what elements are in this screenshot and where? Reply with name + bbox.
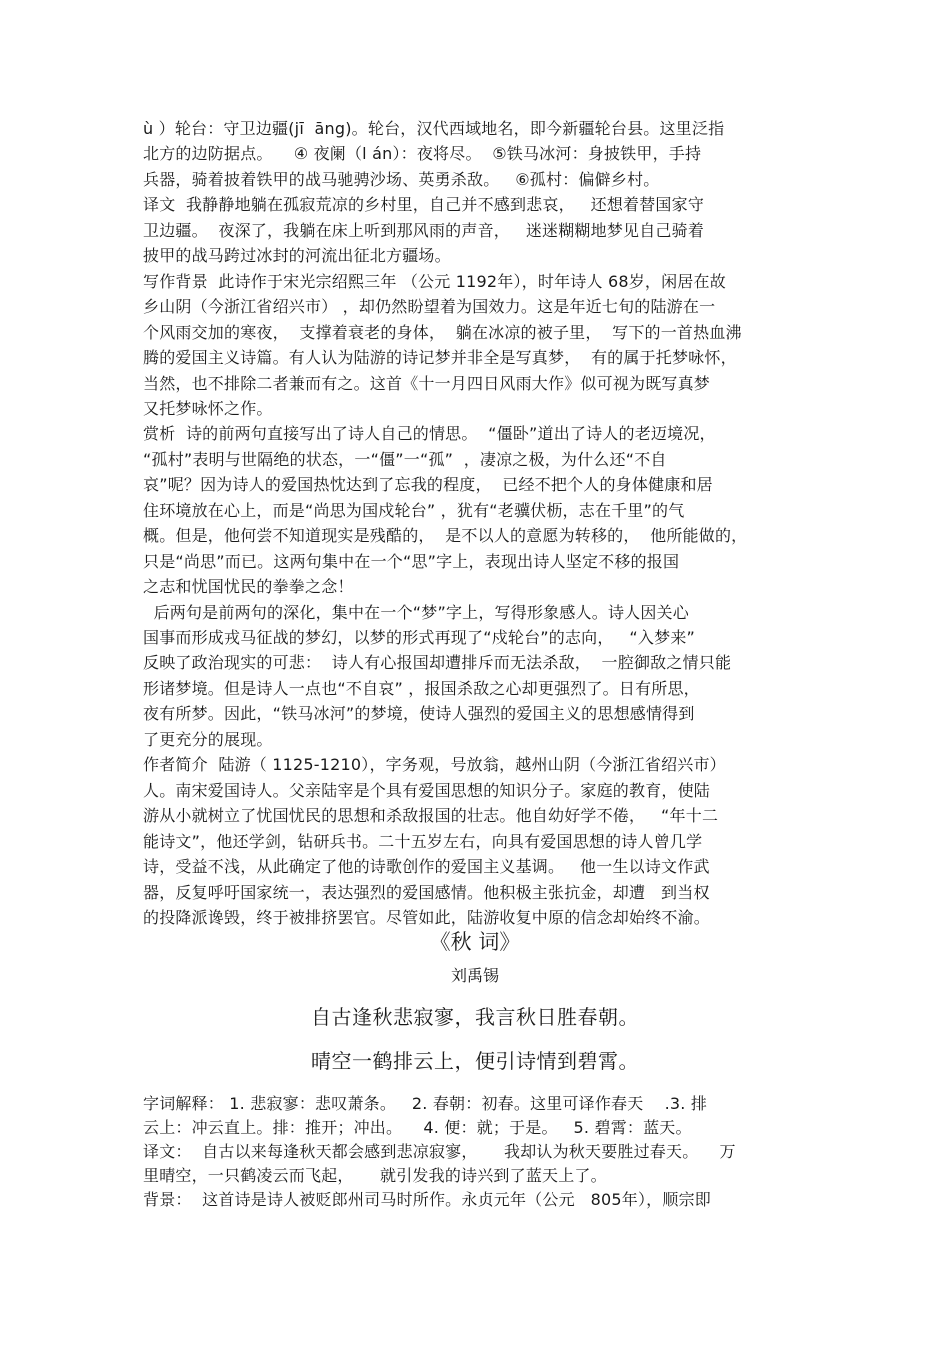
text-line: 只是“尚思”而已。这两句集中在一个“思”字上，表现出诗人坚定不移的报国 [143,551,680,571]
text-line: 卫边疆。 夜深了，我躺在床上听到那风雨的声音， 迷迷糊糊地梦见自己骑着 [143,220,705,240]
text-line: 形诸梦境。但是诗人一点也“不自哀” ，报国杀敌之心却更强烈了。日有所思， [143,678,700,698]
text-line: 哀”呢？因为诗人的爱国热忱达到了忘我的程度， 已经不把个人的身体健康和居 [143,475,713,495]
text-line: 的投降派谗毁，终于被排挤罢官。尽管如此，陆游收复中原的信念却始终不渝。 [143,907,711,927]
text-line: 国事而形成戎马征战的梦幻，以梦的形式再现了“戍轮台”的志向， “入梦来” [143,628,696,647]
text-line: 写作背景 此诗作于宋光宗绍熙三年 （公元 1192年），时年诗人 68岁，闲居在故 [143,271,726,291]
text-line: 能诗文”，他还学剑，钻研兵书。二十五岁左右，向具有爱国思想的诗人曾几学 [143,831,703,851]
text-line: 概。但是，他何尝不知道现实是残酷的， 是不以人的意愿为转移的， 他所能做的， [143,526,748,546]
text-line: 诗，受益不浅，从此确定了他的诗歌创作的爱国主义基调。 他一生以诗文作武 [143,857,710,877]
text-line: 字词解释： 1. 悲寂寥：悲叹萧条。 2. 春朝：初春。这里可译作春天 .3. 排 [143,1094,708,1113]
poem-verse-1: 自古逢秋悲寂寥，我言秋日胜春朝。 [311,1005,639,1029]
text-line: 了更充分的展现。 [143,729,273,749]
text-line: 反映了政治现实的可悲： 诗人有心报国却遭排斥而无法杀敌， 一腔御敌之情只能 [143,653,732,673]
text-line: 器，反复呼吁国家统一，表达强烈的爱国感情。他积极主张抗金，却遭 到当权 [143,882,710,902]
text-line: 当然，也不排除二者兼而有之。这首《十一月四日风雨大作》似可视为既写真梦 [143,373,711,393]
text-line: 北方的边防据点。 ④ 夜阑（l án）：夜将尽。 ⑤铁马冰河：身披铁甲，手持 [143,144,702,164]
text-line: 云上：冲云直上。排：推开；冲出。 4. 便：就；于是。 5. 碧霄：蓝天。 [143,1118,692,1137]
text-line: 兵器，骑着披着铁甲的战马驰骋沙场、英勇杀敌。 ⑥孤村：偏僻乡村。 [143,169,660,189]
text-line: 披甲的战马跨过冰封的河流出征北方疆场。 [143,246,451,266]
text-line: 后两句是前两句的深化，集中在一个“梦”字上，写得形象感人。诗人因关心 [143,602,689,622]
text-line: ù ）轮台：守卫边疆(jī āng)。轮台，汉代西域地名，即今新疆轮台县。这里泛指 [143,119,725,138]
text-line: 个风雨交加的寒夜， 支撑着衰老的身体， 躺在冰凉的被子里， 写下的一首热血沸 [143,322,742,342]
poem-verse-2: 晴空一鹤排云上，便引诗情到碧霄。 [311,1049,639,1073]
text-line: 腾的爱国主义诗篇。有人认为陆游的诗记梦并非全是写真梦， 有的属于托梦咏怀， [143,348,737,368]
text-line: 夜有所梦。因此，“铁马冰河”的梦境，使诗人强烈的爱国主义的思想感情得到 [143,704,695,724]
text-line: 住环境放在心上，而是“尚思为国戍轮台” ，犹有“老骥伏枥，志在千里”的气 [143,500,685,520]
text-line: 背景： 这首诗是诗人被贬郎州司马时所作。永贞元年（公元 805年），顺宗即 [143,1190,711,1209]
text-line: 译文 我静静地躺在孤寂荒凉的乡村里，自己并不感到悲哀， 还想着替国家守 [143,195,705,215]
text-line: 人。南宋爱国诗人。父亲陆宰是个具有爱国思想的知识分子。家庭的教育，使陆 [143,780,711,800]
text-line: 又托梦咏怀之作。 [143,398,273,418]
text-line: 作者简介 陆游（ 1125-1210），字务观，号放翁，越州山阴（今浙江省绍兴市） [143,755,726,775]
poem-author: 刘禹锡 [450,966,499,985]
text-line: 乡山阴（今浙江省绍兴市） ，却仍然盼望着为国效力。这是年近七旬的陆游在一 [143,297,716,317]
text-line: 游从小就树立了忧国忧民的思想和杀敌报国的壮志。他自幼好学不倦， “年十二 [143,806,719,826]
text-line: 赏析 诗的前两句直接写出了诗人自己的情思。 “僵卧”道出了诗人的老迈境况， [143,424,716,444]
text-line: 译文： 自古以来每逢秋天都会感到悲凉寂寥， 我却认为秋天要胜过春天。 万 [143,1142,736,1161]
poem-title: 《秋 词》 [429,930,521,954]
text-line: “孤村”表明与世隔绝的状态，一“僵”一“孤” ，凄凉之极，为什么还“不自 [143,449,667,469]
text-line: 里晴空，一只鹤凌云而飞起， 就引发我的诗兴到了蓝天上了。 [143,1166,607,1185]
text-line: 之志和忧国忧民的拳拳之念！ [143,577,354,597]
